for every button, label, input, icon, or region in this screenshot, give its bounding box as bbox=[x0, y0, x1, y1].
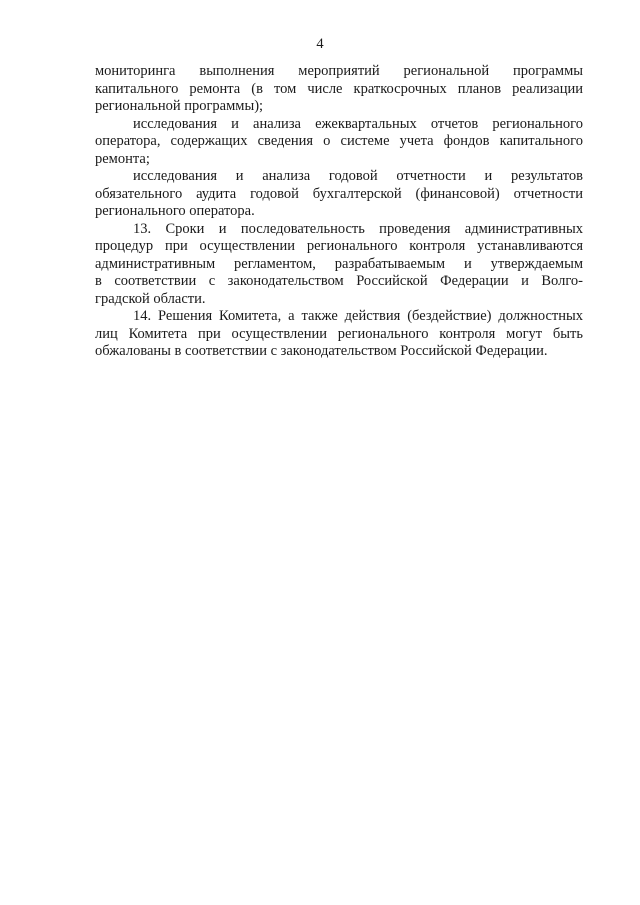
text-line: капитального ремонта (в том числе краткосрочных планов реализации bbox=[95, 80, 583, 97]
text-line: региональной программы); bbox=[95, 98, 264, 114]
text-line: оператора, содержащих сведения о системе учета фондов капитального bbox=[95, 133, 583, 149]
text-line: в соответствии с законодательством Российской Федерации и Волго- bbox=[95, 273, 583, 289]
text-line: 13. Сроки и последовательность проведения административных bbox=[133, 220, 583, 237]
text-line: процедур при осуществлении регионального контроля устанавливаются bbox=[95, 238, 583, 254]
text-line: обжалованы в соответствии с законодательством Российской Федерации. bbox=[95, 343, 548, 359]
text-line: мониторинга выполнения мероприятий региональной программы bbox=[95, 63, 583, 79]
text-line: регионального оператора. bbox=[95, 203, 255, 219]
paragraph-item-13 bbox=[95, 221, 583, 309]
text-line: лиц Комитета при осуществлении регионального контроля могут быть bbox=[95, 325, 583, 342]
text-line: 14. Решения Комитета, а также действия (бездействие) должностных bbox=[133, 308, 583, 324]
page-number: 4 bbox=[316, 36, 324, 52]
paragraph-item-14 bbox=[95, 308, 583, 361]
text-line: градской области. bbox=[95, 290, 206, 307]
text-line: исследования и анализа годовой отчетности и результатов bbox=[133, 168, 583, 184]
text-line: исследования и анализа ежеквартальных отчетов регионального bbox=[133, 115, 583, 132]
paragraph-quarterly-reports bbox=[95, 116, 583, 169]
paragraph-monitoring bbox=[95, 63, 583, 116]
text-line: ремонта; bbox=[95, 150, 150, 167]
text-line: административным регламентом, разрабатываемым и утверждаемым bbox=[95, 255, 583, 272]
paragraph-annual-reports bbox=[95, 168, 583, 221]
document-body bbox=[95, 63, 583, 361]
text-line: обязательного аудита годовой бухгалтерской (финансовой) отчетности bbox=[95, 185, 583, 202]
